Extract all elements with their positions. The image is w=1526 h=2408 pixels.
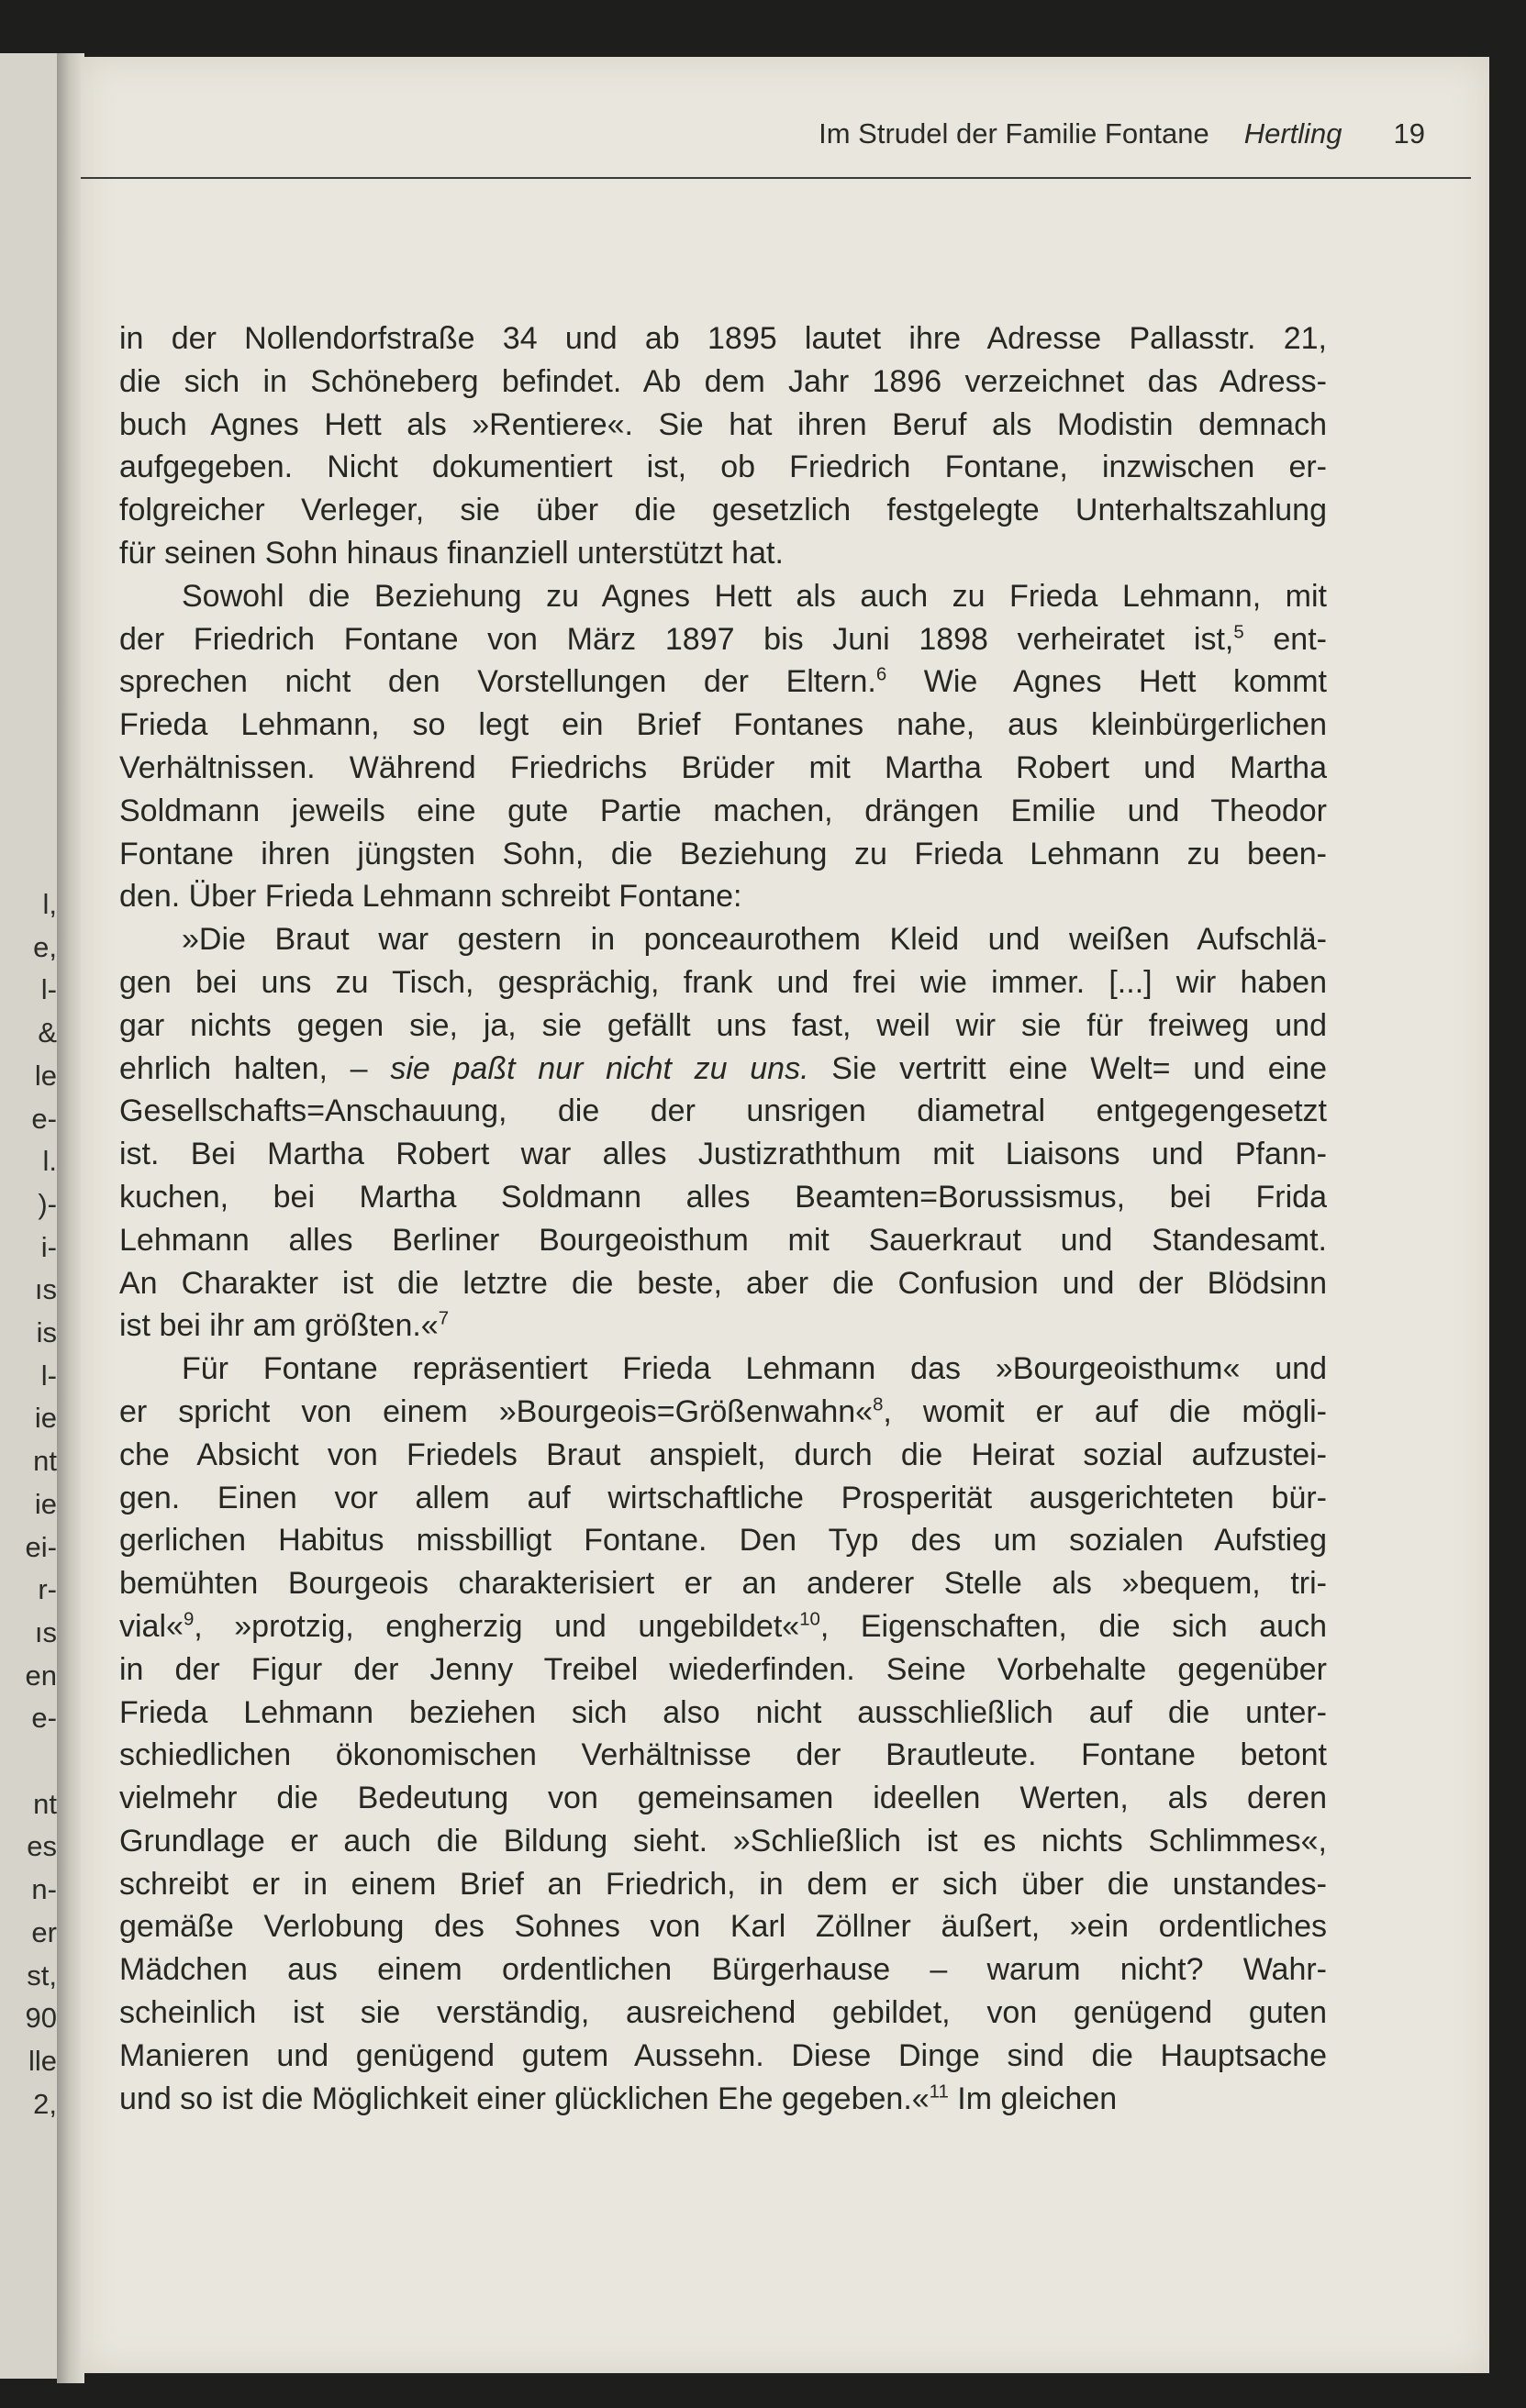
- header-author: Hertling: [1243, 117, 1342, 150]
- text-line: [119, 1348, 1327, 1391]
- line-text: Im gleichen: [948, 2081, 1118, 2116]
- line-text: der Friedrich Fontane von März 1897 bis Juni 1898 verheiratet ist,: [119, 621, 1234, 657]
- line-text: scheinlich ist sie verständig, ausreichend gebildet, von genügend guten: [119, 1995, 1327, 2031]
- line-text: , »protzig, engherzig und ungebildet«: [194, 1608, 800, 1644]
- line-text: schreibt er in einem Brief an Friedrich, in dem er sich über die unstandes-: [119, 1866, 1327, 1902]
- text-line: [119, 1519, 1327, 1562]
- text-line: [119, 532, 1327, 575]
- line-text: Lehmann alles Berliner Bourgeoisthum mit Sauerkraut und Standesamt.: [119, 1222, 1327, 1258]
- line-text: »Die Braut war gestern in ponceaurothem Kleid und weißen Aufschlä-: [182, 922, 1327, 958]
- footnote-ref: 5: [1233, 622, 1244, 643]
- line-text: Soldmann jeweils eine gute Partie machen, drängen Emilie und Theodor: [119, 793, 1327, 828]
- text-line: [119, 660, 1327, 704]
- line-text: Sowohl die Beziehung zu Agnes Hett als auch zu Frieda Lehmann, mit: [182, 578, 1327, 614]
- left-page-fragment: e-: [31, 1702, 57, 1735]
- text-line: [119, 1905, 1327, 1948]
- left-page-fragment: er: [31, 1915, 57, 1948]
- left-page-fragment: l.: [42, 1145, 57, 1178]
- line-text: für seinen Sohn hinaus finanziell unterstützt hat.: [119, 535, 784, 571]
- text-line: [119, 1434, 1327, 1477]
- text-line: [119, 1262, 1327, 1305]
- header-title: Im Strudel der Familie Fontane: [819, 117, 1209, 150]
- left-page-fragment: l-: [40, 973, 57, 1006]
- left-page-fragment: l,: [42, 888, 57, 920]
- left-page-fragment: n-: [31, 1873, 57, 1906]
- emphasis-text: sie paßt nur nicht zu uns.: [390, 1050, 809, 1086]
- left-page-fragment: e,: [33, 930, 57, 963]
- left-page-fragment: )-: [38, 1187, 57, 1220]
- text-line: [119, 1004, 1327, 1048]
- text-line: [119, 618, 1327, 661]
- left-page-fragment: ei-: [25, 1530, 57, 1563]
- text-line: [119, 1219, 1327, 1262]
- text-line: [119, 1648, 1327, 1692]
- left-page-fragment: e-: [31, 1102, 57, 1135]
- left-page-fragment: &: [38, 1016, 57, 1049]
- left-page-fragment: es: [27, 1830, 57, 1863]
- text-line: [119, 833, 1327, 876]
- text-line: [119, 1048, 1327, 1091]
- left-page-fragment: [26, 1740, 57, 1783]
- line-text: aufgegeben. Nicht dokumentiert ist, ob Friedrich Fontane, inzwischen er-: [119, 449, 1327, 485]
- line-text: buch Agnes Hett als »Rentiere«. Sie hat ihren Beruf als Modistin demnach: [119, 406, 1327, 442]
- left-page-fragment: st,: [27, 1959, 57, 1992]
- footnote-ref: 9: [183, 1609, 195, 1630]
- line-text: Sie vertritt eine Welt= und eine: [808, 1050, 1327, 1086]
- footnote-ref: 10: [799, 1609, 820, 1630]
- line-text: kuchen, bei Martha Soldmann alles Beamten=Borussismus, bei Frida: [119, 1179, 1327, 1215]
- text-line: [119, 790, 1327, 833]
- left-page-fragment: 90: [25, 2002, 57, 2035]
- line-text: gar nichts gegen sie, ja, sie gefällt uns fast, weil wir sie für freiweg und: [119, 1007, 1327, 1043]
- text-line: [119, 1477, 1327, 1520]
- line-text: gen bei uns zu Tisch, gesprächig, frank und frei wie immer. [...] wir haben: [119, 964, 1327, 1000]
- text-line: [119, 747, 1327, 790]
- running-header: [819, 117, 1425, 150]
- text-line: [119, 704, 1327, 747]
- left-page-fragment: 2,: [33, 2087, 57, 2120]
- line-text: Für Fontane repräsentiert Frieda Lehmann das »Bourgeoisthum« und: [182, 1351, 1327, 1387]
- line-text: Verhältnissen. Während Friedrichs Brüder mit Martha Robert und Martha: [119, 749, 1327, 785]
- text-line: [119, 1133, 1327, 1176]
- line-text: Frieda Lehmann beziehen sich also nicht ausschließlich auf die unter-: [119, 1694, 1327, 1730]
- text-line: [119, 1692, 1327, 1735]
- line-text: bemühten Bourgeois charakterisiert er an anderer Stelle als »bequem, tri-: [119, 1566, 1327, 1602]
- left-page-fragment: lle: [28, 2044, 57, 2077]
- left-page-fragment: r-: [38, 1573, 57, 1606]
- left-page-fragment: nt: [33, 1787, 57, 1820]
- header-rule: [81, 177, 1471, 179]
- text-line: [119, 1562, 1327, 1605]
- text-line: [119, 317, 1327, 361]
- line-text: in der Figur der Jenny Treibel wiederfinden. Seine Vorbehalte gegenüber: [119, 1651, 1327, 1687]
- line-text: ehrlich halten, –: [119, 1050, 391, 1086]
- text-line: [119, 1176, 1327, 1219]
- text-line: [119, 1948, 1327, 1992]
- left-page-fragment: le: [34, 1059, 57, 1092]
- line-text: ent-: [1243, 621, 1327, 657]
- line-text: Frieda Lehmann, so legt ein Brief Fontanes nahe, aus kleinbürgerlichen: [119, 707, 1327, 743]
- line-text: gerlichen Habitus missbilligt Fontane. Den Typ des um sozialen Aufstieg: [119, 1523, 1327, 1559]
- left-page-fragment: ıs: [34, 1615, 57, 1648]
- line-text: Manieren und genügend gutem Aussehn. Diese Dinge sind die Hauptsache: [119, 2037, 1327, 2073]
- left-page-fragment: nt: [33, 1445, 57, 1478]
- left-page-fragment: ie: [34, 1402, 57, 1435]
- text-line: [119, 1734, 1327, 1777]
- text-line: [119, 1304, 1327, 1348]
- line-text: , womit er auf die mögli-: [883, 1393, 1327, 1429]
- line-text: in der Nollendorfstraße 34 und ab 1895 lautet ihre Adresse Pallasstr. 21,: [119, 321, 1327, 356]
- left-page-fragment: l-: [40, 1359, 57, 1392]
- body-text: [119, 317, 1327, 2120]
- footnote-ref: 8: [873, 1394, 884, 1415]
- text-line: [119, 918, 1327, 961]
- footnote-ref: 11: [929, 2081, 949, 2103]
- left-page-fragment: en: [25, 1659, 57, 1692]
- line-text: Wie Agnes Hett kommt: [886, 664, 1328, 700]
- line-text: ist. Bei Martha Robert war alles Justizraththum mit Liaisons und Pfann-: [119, 1137, 1327, 1172]
- line-text: Mädchen aus einem ordentlichen Bürgerhause – warum nicht? Wahr-: [119, 1952, 1327, 1988]
- line-text: , Eigenschaften, die sich auch: [819, 1608, 1327, 1644]
- line-text: Fontane ihren jüngsten Sohn, die Beziehung zu Frieda Lehmann zu been-: [119, 836, 1327, 871]
- left-page-fragment: ıs: [34, 1273, 57, 1306]
- line-text: folgreicher Verleger, sie über die gesetzlich festgelegte Unterhaltszahlung: [119, 493, 1327, 528]
- line-text: che Absicht von Friedels Braut anspielt, durch die Heirat sozial aufzustei-: [119, 1437, 1327, 1472]
- text-line: [119, 489, 1327, 532]
- footnote-ref: 7: [438, 1309, 450, 1329]
- left-page-fragment: is: [36, 1316, 57, 1349]
- left-page-fragments: [26, 883, 57, 2125]
- line-text: die sich in Schöneberg befindet. Ab dem Jahr 1896 verzeichnet das Adress-: [119, 363, 1327, 399]
- text-line: [119, 1820, 1327, 1863]
- line-text: schiedlichen ökonomischen Verhältnisse der Brautleute. Fontane betont: [119, 1737, 1327, 1773]
- line-text: Grundlage er auch die Bildung sieht. »Schließlich ist es nichts Schlimmes«,: [119, 1823, 1327, 1859]
- text-line: [119, 1391, 1327, 1434]
- line-text: An Charakter ist die letztre die beste, aber die Confusion und der Blödsinn: [119, 1265, 1327, 1301]
- left-page-fragment: i-: [40, 1230, 57, 1263]
- text-line: [119, 404, 1327, 447]
- text-line: [119, 875, 1327, 918]
- text-line: [119, 2078, 1327, 2121]
- footnote-ref: 6: [875, 665, 887, 686]
- text-line: [119, 361, 1327, 404]
- left-page-fragment: ie: [34, 1487, 57, 1520]
- text-line: [119, 446, 1327, 489]
- book-page: [81, 57, 1489, 2373]
- line-text: er spricht von einem »Bourgeois=Größenwahn«: [119, 1393, 874, 1429]
- line-text: ist bei ihr am größten.«: [119, 1308, 439, 1344]
- line-text: sprechen nicht den Vorstellungen der Eltern.: [119, 664, 876, 700]
- line-text: den. Über Frieda Lehmann schreibt Fontane:: [119, 879, 742, 915]
- text-line: [119, 1777, 1327, 1820]
- line-text: vial«: [119, 1608, 184, 1644]
- text-line: [119, 1090, 1327, 1133]
- line-text: vielmehr die Bedeutung von gemeinsamen ideellen Werten, als deren: [119, 1781, 1327, 1816]
- page-number: 19: [1393, 117, 1425, 150]
- text-line: [119, 1992, 1327, 2035]
- text-line: [119, 1605, 1327, 1648]
- text-line: [119, 2035, 1327, 2078]
- line-text: gemäße Verlobung des Sohnes von Karl Zöllner äußert, »ein ordentliches: [119, 1909, 1327, 1945]
- line-text: und so ist die Möglichkeit einer glücklichen Ehe gegeben.«: [119, 2081, 930, 2116]
- line-text: gen. Einen vor allem auf wirtschaftliche Prosperität ausgerichteten bür-: [119, 1480, 1327, 1515]
- line-text: Gesellschafts=Anschauung, die der unsrigen diametral entgegengesetzt: [119, 1093, 1327, 1129]
- text-line: [119, 1863, 1327, 1906]
- text-line: [119, 575, 1327, 618]
- text-line: [119, 961, 1327, 1004]
